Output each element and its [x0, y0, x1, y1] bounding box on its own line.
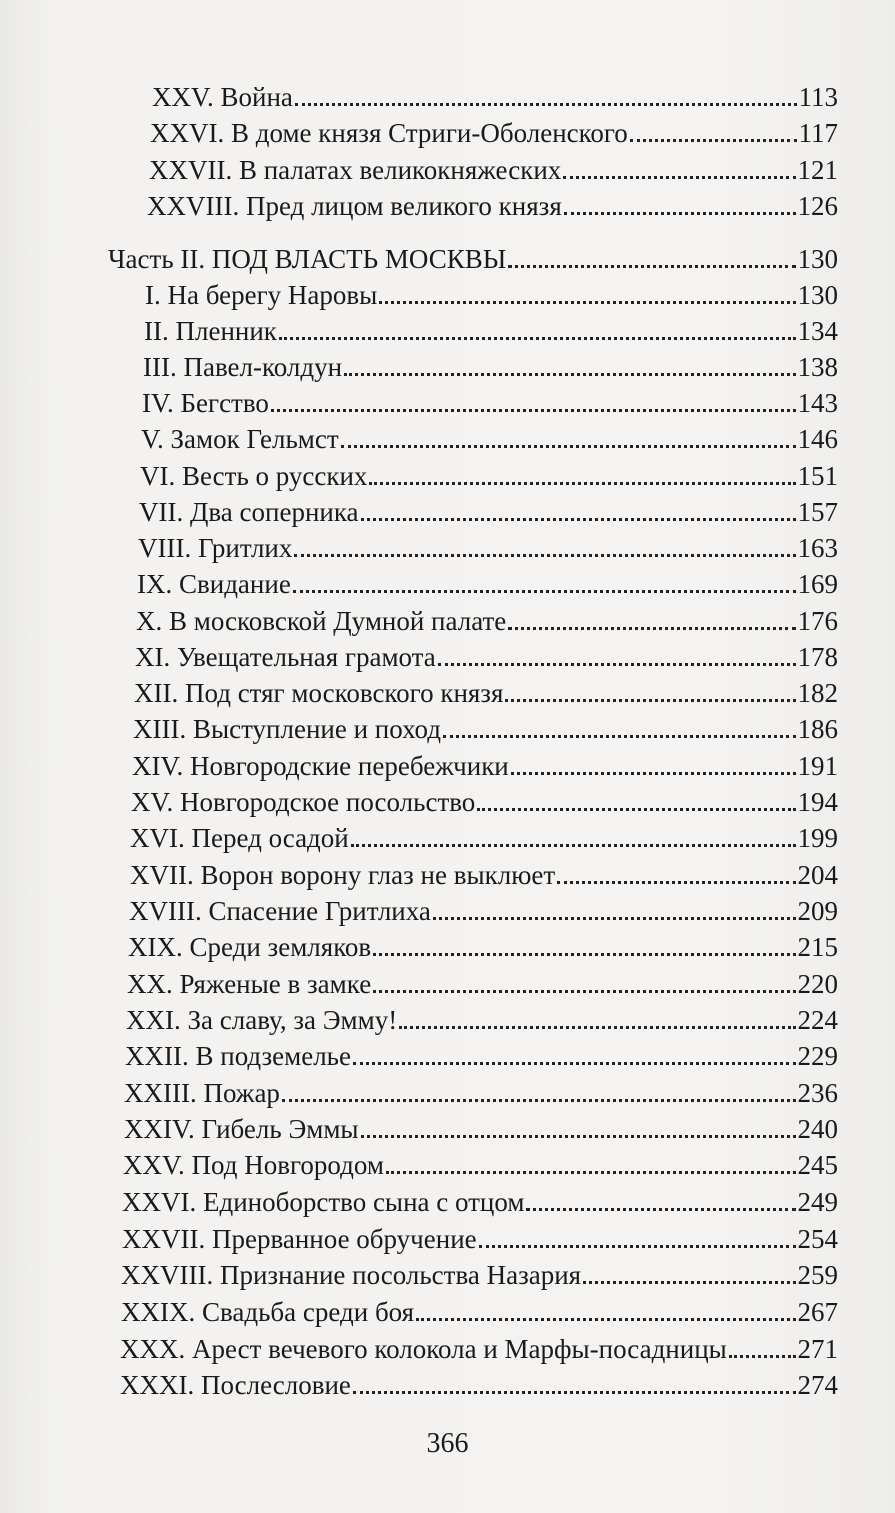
toc-entry-title: XX. Ряженые в замке	[127, 969, 372, 999]
toc-entry-page: 249	[797, 1187, 838, 1217]
toc-entry-page: 245	[797, 1150, 838, 1180]
toc-entry-page: 176	[797, 606, 838, 636]
toc-entry-title: IX. Свидание	[137, 569, 291, 599]
toc-entry-title: XIX. Среди земляков	[128, 932, 372, 962]
toc-entry-page: 220	[797, 969, 838, 999]
toc-entry-title: XVIII. Спасение Гритлиха	[129, 896, 431, 926]
toc-entry	[127, 966, 838, 1002]
toc-entry-title: XXVII. Прерванное обручение	[122, 1224, 477, 1254]
toc-entry	[147, 188, 838, 224]
toc-entry	[125, 1038, 838, 1074]
toc-dot-leader	[386, 1171, 796, 1174]
toc-entry-page: 254	[797, 1224, 838, 1254]
toc-entry-title: XXIII. Пожар	[124, 1078, 280, 1108]
toc-dot-leader	[379, 301, 795, 304]
toc-entry-title: V. Замок Гельмст	[141, 424, 339, 454]
toc-dot-leader	[373, 990, 795, 993]
toc-entry	[124, 1075, 838, 1111]
toc-entry-title: VI. Весть о русских	[140, 461, 368, 491]
toc-entry-title: I. На берегу Наровы	[145, 280, 378, 310]
toc-entry-title: III. Павел-колдун	[143, 352, 343, 382]
toc-dot-leader	[341, 445, 796, 448]
toc-entry-title: XII. Под стяг московского князя	[134, 678, 504, 708]
toc-dot-leader	[563, 176, 795, 179]
toc-dot-leader	[511, 772, 796, 775]
toc-entry-title: XXVII. В палатах великокняжеских	[149, 155, 562, 185]
toc-entry-page: 274	[797, 1370, 838, 1400]
toc-entry-page: 199	[797, 823, 838, 853]
toc-entry-title: XXVIII. Признание посольства Назария	[121, 1260, 582, 1290]
toc-entry-page: 215	[797, 932, 838, 962]
toc-dot-leader	[433, 917, 796, 920]
toc-entry-page: 178	[797, 642, 838, 672]
toc-entry	[126, 1002, 838, 1038]
toc-entry-page: 267	[797, 1297, 838, 1327]
toc-entry-page: 224	[797, 1005, 838, 1035]
toc-dot-leader	[443, 735, 796, 738]
toc-entry-title: X. В московской Думной палате	[136, 606, 507, 636]
toc-entry-title: XVI. Перед осадой	[130, 823, 349, 853]
toc-entry-title: XXV. Под Новгородом	[123, 1150, 384, 1180]
toc-entry	[145, 277, 838, 313]
toc-entry-page: 229	[797, 1041, 838, 1071]
toc-entry-title: XXVI. В доме князя Стриги-Оболенского	[150, 118, 628, 148]
toc-entry-title: XXXI. Послесловие	[120, 1370, 351, 1400]
toc-entry-title: IV. Бегство	[142, 388, 269, 418]
toc-entry	[137, 566, 838, 602]
toc-entry	[124, 1111, 838, 1147]
toc-entry	[150, 115, 838, 151]
toc-dot-leader	[294, 554, 795, 557]
toc-dot-leader	[295, 103, 797, 106]
page-number: 366	[426, 1428, 469, 1459]
toc-dot-leader	[630, 139, 797, 142]
toc-entry-title: XVII. Ворон ворону глаз не выклюет	[130, 860, 556, 890]
toc-entry-title: XV. Новгородское посольство	[131, 787, 476, 817]
toc-entry	[120, 1331, 838, 1367]
toc-part-heading	[108, 241, 838, 277]
toc-entry-title: XXII. В подземелье	[125, 1041, 351, 1071]
toc-entry-title: XXX. Арест вечевого колокола и Марфы-посадницы	[120, 1334, 727, 1364]
toc-dot-leader	[353, 1062, 796, 1065]
toc-dot-leader	[282, 1099, 796, 1102]
toc-entry-title: XXVIII. Пред лицом великого князя	[147, 191, 562, 221]
toc-entry-page: 240	[797, 1114, 838, 1144]
toc-entry	[122, 1221, 838, 1257]
toc-dot-leader	[505, 699, 795, 702]
toc-entry	[134, 675, 838, 711]
toc-entry-page: 138	[797, 352, 838, 382]
toc-entry-page: 121	[797, 155, 838, 185]
toc-dot-leader	[526, 1208, 795, 1211]
toc-entry	[121, 1257, 838, 1293]
toc-entry	[123, 1147, 838, 1183]
toc-entry	[122, 1184, 838, 1220]
toc-entry-title: Часть II. ПОД ВЛАСТЬ МОСКВЫ	[108, 244, 507, 274]
toc-dot-leader	[508, 627, 795, 630]
toc-dot-leader	[479, 1245, 796, 1248]
toc-entry-page: 134	[797, 316, 838, 346]
toc-dot-leader	[438, 663, 796, 666]
toc-entry	[129, 893, 838, 929]
toc-dot-leader	[351, 844, 796, 847]
toc-entry-page: 259	[797, 1260, 838, 1290]
toc-entry-title: XXIX. Свадьба среди боя	[121, 1297, 415, 1327]
toc-entry	[143, 349, 838, 385]
toc-dot-leader	[477, 808, 795, 811]
toc-dot-leader	[729, 1355, 796, 1358]
toc-entry-page: 117	[798, 118, 838, 148]
toc-dot-leader	[583, 1281, 795, 1284]
toc-entry-title: XXI. За славу, за Эмму!	[126, 1005, 398, 1035]
toc-entry	[133, 711, 838, 747]
toc-dot-leader	[353, 1391, 796, 1394]
toc-entry-page: 130	[797, 280, 838, 310]
toc-dot-leader	[373, 953, 795, 956]
toc-entry	[136, 603, 838, 639]
toc-entry-title: XIII. Выступление и поход	[133, 714, 441, 744]
toc-entry	[121, 1294, 838, 1330]
toc-entry-page: 209	[797, 896, 838, 926]
toc-entry	[149, 152, 838, 188]
toc-entry-title: VII. Два соперника	[139, 497, 359, 527]
toc-dot-leader	[416, 1318, 795, 1321]
toc-dot-leader	[271, 409, 796, 412]
toc-entry-page: 182	[797, 678, 838, 708]
toc-entry-page: 163	[797, 533, 838, 563]
toc-entry-page: 146	[797, 424, 838, 454]
toc-entry	[152, 79, 838, 115]
toc-dot-leader	[564, 212, 796, 215]
toc-entry	[144, 313, 838, 349]
toc-entry	[120, 1367, 838, 1403]
toc-entry	[132, 748, 838, 784]
toc-entry	[142, 385, 838, 421]
toc-entry	[131, 784, 838, 820]
toc-dot-leader	[557, 881, 795, 884]
toc-entry-page: 130	[797, 244, 838, 274]
toc-dot-leader	[508, 265, 795, 268]
toc-entry-title: II. Пленник	[144, 316, 277, 346]
toc-entry	[130, 820, 838, 856]
toc-entry-page: 113	[798, 82, 838, 112]
toc-entry-title: XXV. Война	[152, 82, 293, 112]
toc-entry	[139, 494, 838, 530]
toc-entry-page: 186	[797, 714, 838, 744]
toc-dot-leader	[293, 590, 796, 593]
toc-entry-page: 157	[797, 497, 838, 527]
toc-entry	[130, 857, 838, 893]
toc-entry	[128, 929, 838, 965]
toc-entry-title: XI. Увещательная грамота	[135, 642, 436, 672]
toc-dot-leader	[361, 1135, 796, 1138]
toc-dot-leader	[361, 518, 796, 521]
toc-entry-page: 204	[797, 860, 838, 890]
toc-entry	[141, 421, 838, 457]
toc-entry-page: 194	[797, 787, 838, 817]
toc-dot-leader	[399, 1026, 795, 1029]
toc-entry-page: 151	[797, 461, 838, 491]
toc-entry-page: 271	[797, 1334, 838, 1364]
toc-entry-page: 126	[797, 191, 838, 221]
toc-entry-page: 191	[797, 751, 838, 781]
toc-entry-page: 169	[797, 569, 838, 599]
toc-entry-page: 143	[797, 388, 838, 418]
toc-dot-leader	[369, 482, 795, 485]
toc-entry-title: XXVI. Единоборство сына с отцом	[122, 1187, 525, 1217]
toc-entry	[140, 458, 838, 494]
toc-entry	[135, 639, 838, 675]
toc-entry-title: VIII. Гритлих	[138, 533, 293, 563]
toc-dot-leader	[279, 337, 796, 340]
toc-dot-leader	[344, 373, 795, 376]
toc-entry	[138, 530, 838, 566]
toc-entry-title: XIV. Новгородские перебежчики	[132, 751, 509, 781]
toc-entry-title: XXIV. Гибель Эммы	[124, 1114, 359, 1144]
toc-entry-page: 236	[797, 1078, 838, 1108]
